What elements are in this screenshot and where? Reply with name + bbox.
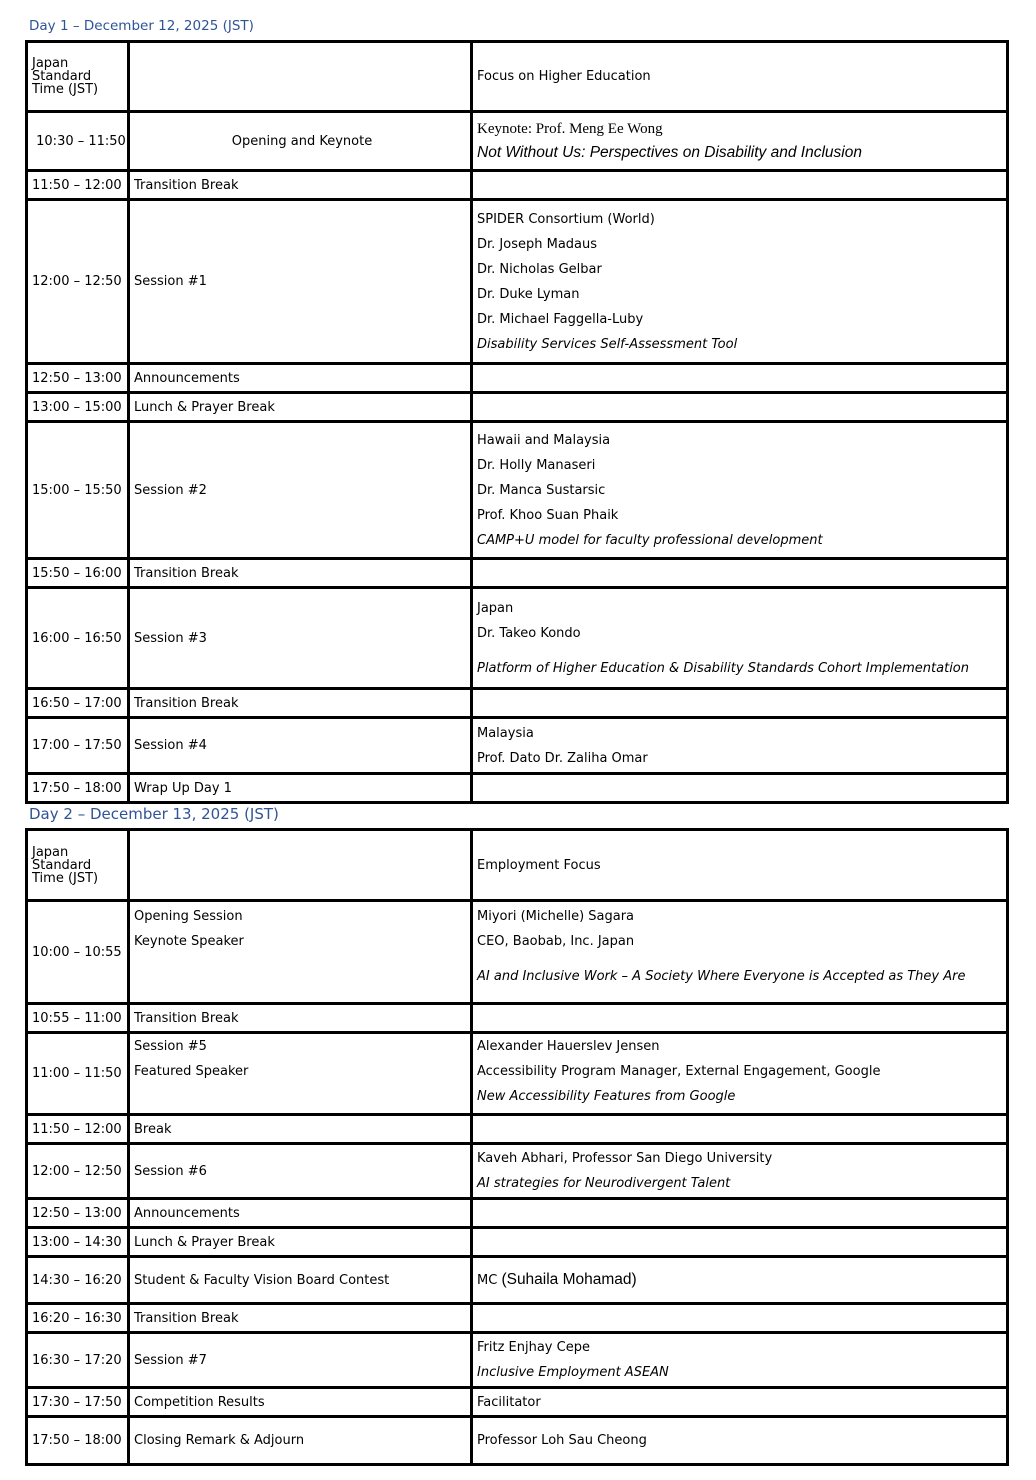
detail-line: Japan (477, 600, 514, 616)
mc-name: (Suhaila Mohamad) (501, 1271, 637, 1289)
header-line: Japan (32, 844, 69, 860)
detail-line: Prof. Dato Dr. Zaliha Omar (477, 750, 648, 766)
activity-cell: Transition Break (129, 1304, 472, 1333)
header-line: Standard (32, 857, 92, 873)
time-column-header (27, 830, 129, 901)
details-cell (472, 1199, 1008, 1228)
activity-cell: Session #6 (129, 1144, 472, 1199)
talk-title: AI and Inclusive Work – A Society Where Everyone is Accepted as They Are (477, 969, 966, 984)
activity-cell: Opening and Keynote (129, 112, 472, 171)
table-header-row (27, 830, 1008, 901)
details-cell (472, 588, 1008, 689)
time-cell: 17:50 – 18:00 (27, 774, 129, 803)
activity-cell: Transition Break (129, 559, 472, 588)
activity-cell: Session #4 (129, 718, 472, 774)
activity-column-header (129, 830, 472, 901)
detail-line: Dr. Takeo Kondo (477, 625, 581, 641)
talk-title: New Accessibility Features from Google (477, 1089, 736, 1104)
details-cell (472, 689, 1008, 718)
activity-line: Keynote Speaker (134, 934, 244, 949)
detail-line: SPIDER Consortium (World) (477, 211, 655, 227)
detail-line: Dr. Nicholas Gelbar (477, 261, 602, 277)
detail-line: Dr. Duke Lyman (477, 286, 580, 302)
table-header-row (27, 42, 1008, 112)
detail-line: Hawaii and Malaysia (477, 432, 611, 448)
detail-line: Malaysia (477, 725, 534, 741)
activity-cell: Lunch & Prayer Break (129, 1228, 472, 1257)
table-row (27, 1033, 1008, 1115)
time-cell: 16:50 – 17:00 (27, 689, 129, 718)
detail-line: Dr. Michael Faggella-Luby (477, 311, 644, 327)
table-row (27, 112, 1008, 171)
time-cell: 13:00 – 15:00 (27, 393, 129, 422)
time-cell: 12:50 – 13:00 (27, 1199, 129, 1228)
table-row (27, 393, 1008, 422)
activity-cell: Lunch & Prayer Break (129, 393, 472, 422)
activity-cell: Break (129, 1115, 472, 1144)
activity-cell: Transition Break (129, 1004, 472, 1033)
details-cell (472, 200, 1008, 364)
time-text: 10:30 – 11:50 (36, 133, 126, 149)
table-row (27, 718, 1008, 774)
activity-cell: Transition Break (129, 689, 472, 718)
day1-heading: Day 1 – December 12, 2025 (JST) (29, 18, 254, 34)
time-cell: 11:50 – 12:00 (27, 171, 129, 200)
details-cell: Professor Loh Sau Cheong (472, 1417, 1008, 1465)
talk-title: AI strategies for Neurodivergent Talent (477, 1176, 731, 1191)
time-cell: 16:00 – 16:50 (27, 588, 129, 689)
day2-schedule-table (25, 828, 1009, 1466)
time-cell: 15:50 – 16:00 (27, 559, 129, 588)
time-cell: 15:00 – 15:50 (27, 422, 129, 559)
details-cell (472, 718, 1008, 774)
detail-line: Fritz Enjhay Cepe (477, 1340, 590, 1355)
spacer (477, 954, 1006, 964)
time-cell (27, 112, 129, 171)
time-column-header (27, 42, 129, 112)
table-row (27, 901, 1008, 1004)
activity-cell: Announcements (129, 1199, 472, 1228)
table-row (27, 364, 1008, 393)
details-cell (472, 1004, 1008, 1033)
detail-line: Kaveh Abhari, Professor San Diego University (477, 1151, 773, 1166)
details-cell (472, 112, 1008, 171)
header-line: Time (JST) (32, 870, 99, 886)
talk-title: Disability Services Self-Assessment Tool (477, 336, 738, 352)
header-line: Japan (32, 56, 69, 71)
header-line: Standard (32, 69, 92, 84)
details-cell: Facilitator (472, 1388, 1008, 1417)
time-cell: 17:50 – 18:00 (27, 1417, 129, 1465)
time-cell: 13:00 – 14:30 (27, 1228, 129, 1257)
detail-line: Dr. Joseph Madaus (477, 236, 598, 252)
time-cell: 16:30 – 17:20 (27, 1333, 129, 1388)
activity-cell: Transition Break (129, 171, 472, 200)
talk-title: Not Without Us: Perspectives on Disability and Inclusion (477, 143, 862, 161)
time-cell: 11:00 – 11:50 (27, 1033, 129, 1115)
details-cell (472, 171, 1008, 200)
header-line: Time (JST) (32, 82, 99, 97)
details-cell (472, 774, 1008, 803)
table-row (27, 1333, 1008, 1388)
time-cell: 10:55 – 11:00 (27, 1004, 129, 1033)
activity-cell: Closing Remark & Adjourn (129, 1417, 472, 1465)
detail-line: Dr. Manca Sustarsic (477, 482, 606, 498)
details-cell (472, 1257, 1008, 1304)
talk-title: Inclusive Employment ASEAN (477, 1365, 669, 1380)
details-cell (472, 1144, 1008, 1199)
activity-cell: Session #7 (129, 1333, 472, 1388)
activity-cell (129, 1033, 472, 1115)
table-row (27, 1417, 1008, 1465)
time-cell: 16:20 – 16:30 (27, 1304, 129, 1333)
activity-line: Session #5 (134, 1039, 207, 1054)
activity-cell: Session #2 (129, 422, 472, 559)
details-cell (472, 1228, 1008, 1257)
table-row (27, 1115, 1008, 1144)
activity-cell: Session #3 (129, 588, 472, 689)
time-cell: 10:00 – 10:55 (27, 901, 129, 1004)
details-cell (472, 364, 1008, 393)
time-cell: 17:30 – 17:50 (27, 1388, 129, 1417)
detail-line: Accessibility Program Manager, External Engagement, Google (477, 1064, 881, 1079)
activity-line: Featured Speaker (134, 1064, 249, 1079)
detail-line: CEO, Baobab, Inc. Japan (477, 934, 635, 949)
table-row (27, 171, 1008, 200)
table-row (27, 1304, 1008, 1333)
activity-column-header (129, 42, 472, 112)
table-row (27, 200, 1008, 364)
activity-cell: Student & Faculty Vision Board Contest (129, 1257, 472, 1304)
detail-line: Miyori (Michelle) Sagara (477, 909, 635, 924)
detail-line: Prof. Khoo Suan Phaik (477, 507, 619, 523)
day1-schedule-table (25, 40, 1009, 804)
detail-line: Alexander Hauerslev Jensen (477, 1039, 660, 1054)
details-cell (472, 393, 1008, 422)
table-row (27, 1257, 1008, 1304)
time-cell: 17:00 – 17:50 (27, 718, 129, 774)
table-row (27, 689, 1008, 718)
time-cell: 11:50 – 12:00 (27, 1115, 129, 1144)
details-cell (472, 1304, 1008, 1333)
table-row (27, 1144, 1008, 1199)
details-cell (472, 1333, 1008, 1388)
talk-title: Platform of Higher Education & Disability Standards Cohort Implementation (477, 660, 969, 676)
focus-column-header: Employment Focus (472, 830, 1008, 901)
table-row (27, 422, 1008, 559)
talk-title: CAMP+U model for faculty professional development (477, 532, 823, 548)
detail-line: Dr. Holly Manaseri (477, 457, 596, 473)
table-row (27, 774, 1008, 803)
time-cell: 12:00 – 12:50 (27, 200, 129, 364)
time-cell: 12:00 – 12:50 (27, 1144, 129, 1199)
focus-column-header: Focus on Higher Education (472, 42, 1008, 112)
table-row (27, 559, 1008, 588)
day2-heading: Day 2 – December 13, 2025 (JST) (29, 805, 279, 823)
activity-cell: Announcements (129, 364, 472, 393)
activity-cell (129, 901, 472, 1004)
table-row (27, 1199, 1008, 1228)
activity-cell: Competition Results (129, 1388, 472, 1417)
activity-cell: Session #1 (129, 200, 472, 364)
activity-cell: Wrap Up Day 1 (129, 774, 472, 803)
speaker-line: Keynote: Prof. Meng Ee Wong (477, 120, 663, 137)
spacer (477, 646, 1006, 656)
time-cell: 12:50 – 13:00 (27, 364, 129, 393)
table-row (27, 1004, 1008, 1033)
details-cell (472, 1033, 1008, 1115)
activity-line: Opening Session (134, 909, 243, 924)
table-row (27, 588, 1008, 689)
details-cell (472, 901, 1008, 1004)
table-row (27, 1388, 1008, 1417)
table-row (27, 1228, 1008, 1257)
details-cell (472, 422, 1008, 559)
details-cell (472, 1115, 1008, 1144)
time-cell: 14:30 – 16:20 (27, 1257, 129, 1304)
details-cell (472, 559, 1008, 588)
mc-label: MC (477, 1273, 498, 1289)
